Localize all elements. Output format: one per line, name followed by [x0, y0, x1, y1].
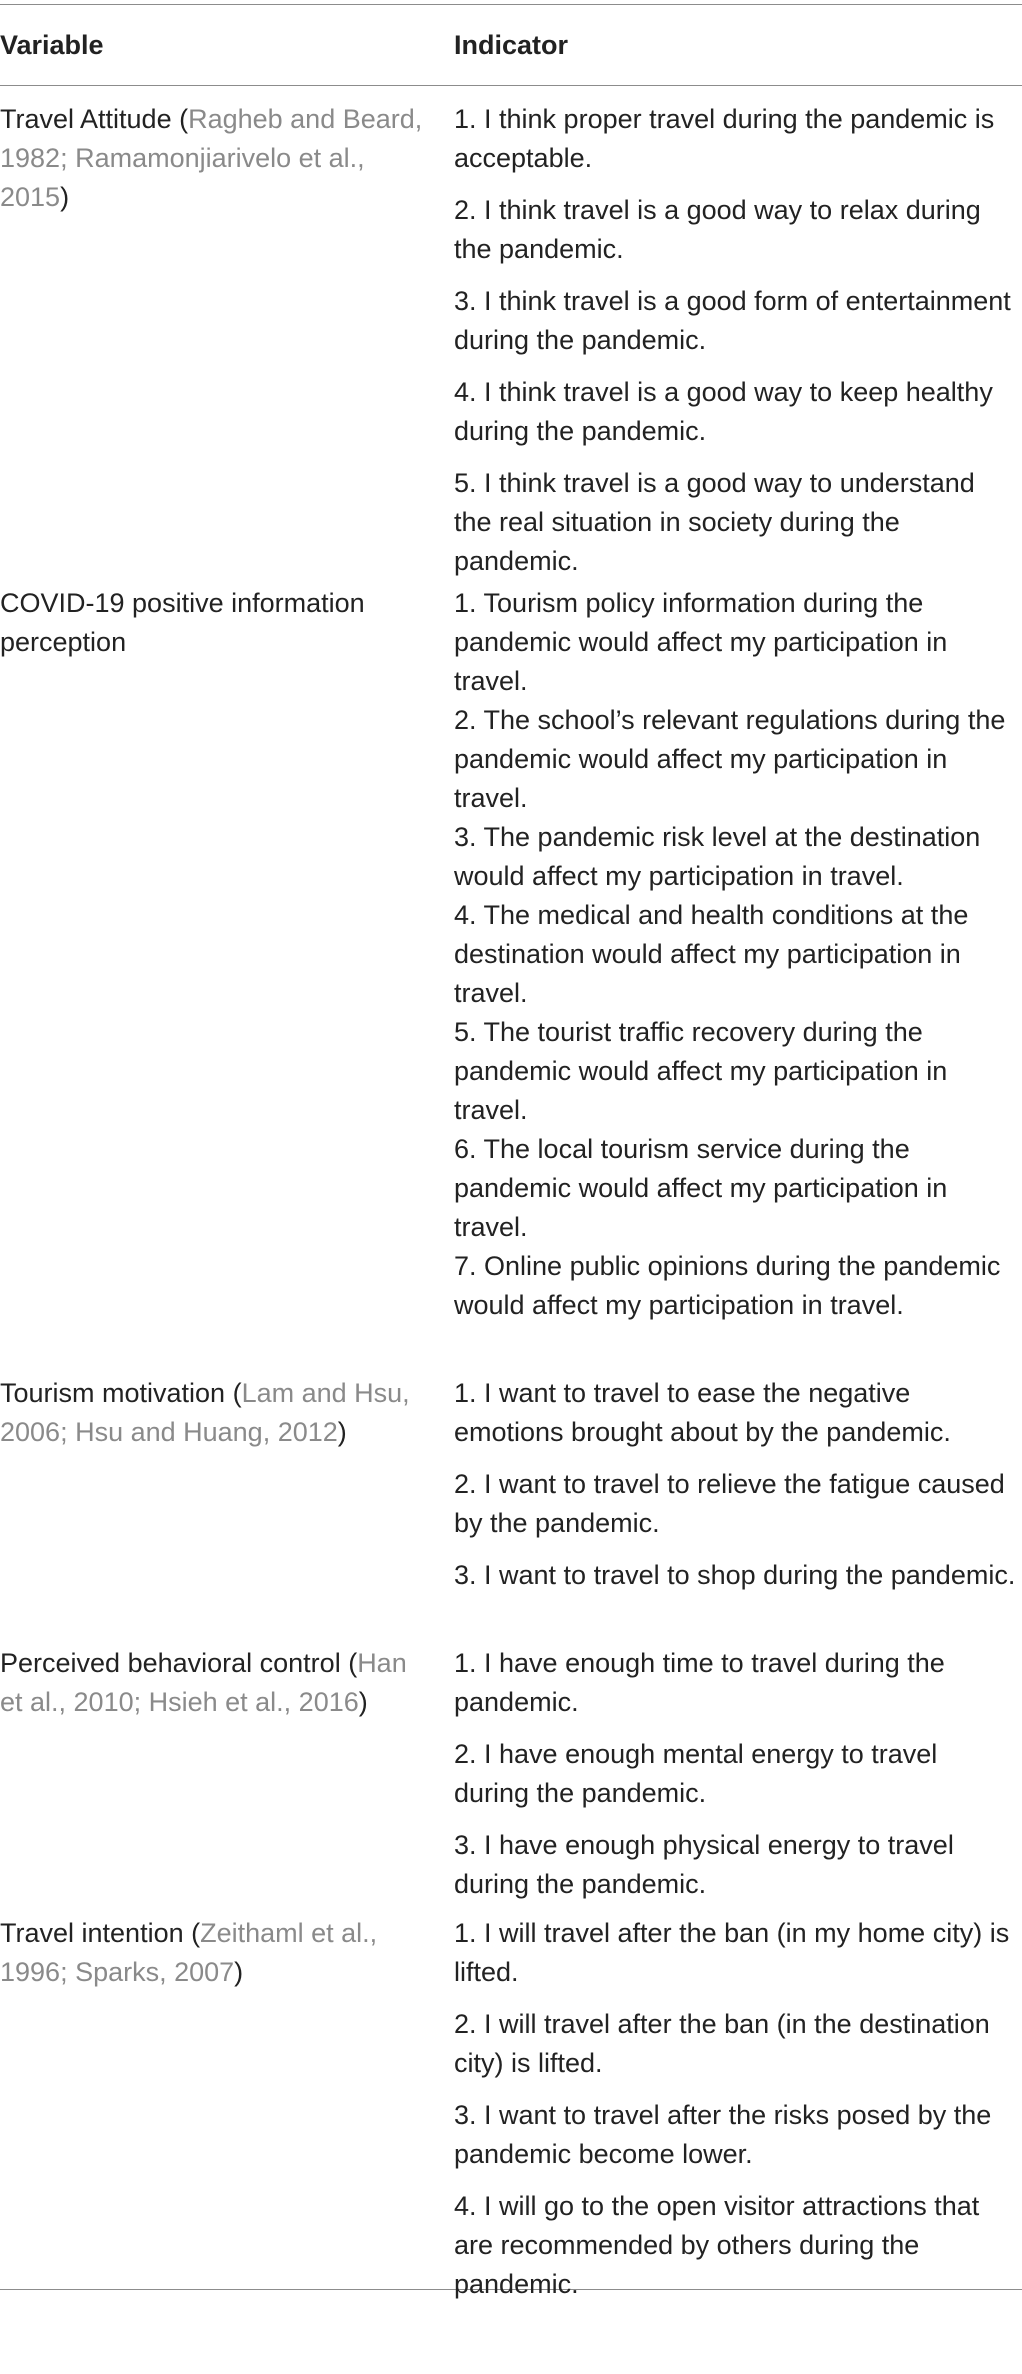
indicator-item: 3. I have enough physical energy to travel during the pandemic.	[454, 1830, 954, 1899]
table-row-travel-attitude	[0, 100, 1022, 584]
indicator-item: 1. I will travel after the ban (in my home city) is lifted.	[454, 1918, 1010, 1987]
table-row-covid-info-perception	[0, 584, 1022, 1374]
indicator-item: 2. The school’s relevant regulations during the pandemic would affect my participation in travel.	[454, 705, 1006, 813]
citation-link[interactable]: Han et al., 2010; Hsieh et al., 2016	[0, 1648, 407, 1717]
variable-tail: )	[358, 1687, 368, 1717]
indicator-item: 1. Tourism policy information during the pandemic would affect my participation in travel.	[454, 588, 948, 696]
variable-name: Tourism motivation (	[0, 1378, 242, 1408]
indicator-item: 1. I think proper travel during the pandemic is acceptable.	[454, 104, 995, 173]
indicator-item: 6. The local tourism service during the pandemic would affect my participation in travel.	[454, 1134, 948, 1242]
citation-link[interactable]: Ragheb and Beard, 1982; Ramamonjiarivelo et al., 2015	[0, 104, 423, 212]
indicator-item: 4. I think travel is a good way to keep healthy during the pandemic.	[454, 377, 993, 446]
variable-name: Travel intention (	[0, 1918, 201, 1948]
indicator-item: 3. The pandemic risk level at the destination would affect my participation in travel.	[454, 822, 981, 891]
variable-tail: )	[60, 182, 70, 212]
indicator-list	[454, 100, 1022, 594]
indicator-list	[454, 1644, 1022, 1917]
indicator-item: 3. I want to travel to shop during the pandemic.	[454, 1560, 1016, 1590]
variable-cell	[0, 1914, 454, 1992]
variable-tail: )	[337, 1417, 347, 1447]
indicator-list	[454, 584, 1022, 1325]
variable-cell	[0, 584, 454, 662]
indicator-item: 5. The tourist traffic recovery during the pandemic would affect my participation in travel.	[454, 1017, 948, 1125]
table-row-travel-intention	[0, 1914, 1022, 2299]
variable-name: COVID-19 positive information perception	[0, 588, 365, 657]
indicator-list	[454, 1374, 1022, 1608]
indicator-column-header: Indicator	[454, 29, 569, 60]
variable-cell	[0, 1644, 454, 1722]
indicator-item: 2. I want to travel to relieve the fatigue caused by the pandemic.	[454, 1469, 1005, 1538]
table-row-perceived-behavioral-control	[0, 1644, 1022, 1914]
table-body	[0, 86, 1022, 2299]
citation-link[interactable]: Lam and Hsu, 2006; Hsu and Huang, 2012	[0, 1378, 410, 1447]
indicator-item: 3. I want to travel after the risks posed by the pandemic become lower.	[454, 2100, 992, 2169]
indicator-item: 2. I will travel after the ban (in the destination city) is lifted.	[454, 2009, 990, 2078]
indicator-item: 4. The medical and health conditions at the destination would affect my participation in travel.	[454, 900, 969, 1008]
variable-tail: )	[234, 1957, 244, 1987]
indicator-item: 4. I will go to the open visitor attractions that are recommended by others during the pandemic.	[454, 2191, 980, 2299]
indicator-item: 2. I think travel is a good way to relax during the pandemic.	[454, 195, 981, 264]
variable-cell	[0, 1374, 454, 1452]
variable-cell	[0, 100, 454, 217]
variable-column-header: Variable	[0, 29, 104, 60]
table-row-tourism-motivation	[0, 1374, 1022, 1644]
variable-name: Travel Attitude (	[0, 104, 189, 134]
indicator-item: 1. I have enough time to travel during the pandemic.	[454, 1648, 945, 1717]
indicator-item: 3. I think travel is a good form of entertainment during the pandemic.	[454, 286, 1011, 355]
table-header	[0, 5, 1022, 85]
indicator-list	[454, 1914, 1022, 2317]
indicator-item: 7. Online public opinions during the pandemic would affect my participation in travel.	[454, 1251, 1001, 1320]
indicator-item: 2. I have enough mental energy to travel during the pandemic.	[454, 1739, 938, 1808]
indicator-item: 5. I think travel is a good way to understand the real situation in society during the pandemic.	[454, 468, 975, 576]
indicator-item: 1. I want to travel to ease the negative emotions brought about by the pandemic.	[454, 1378, 951, 1447]
citation-link[interactable]: Zeithaml et al., 1996; Sparks, 2007	[0, 1918, 378, 1987]
variable-name: Perceived behavioral control (	[0, 1648, 358, 1678]
